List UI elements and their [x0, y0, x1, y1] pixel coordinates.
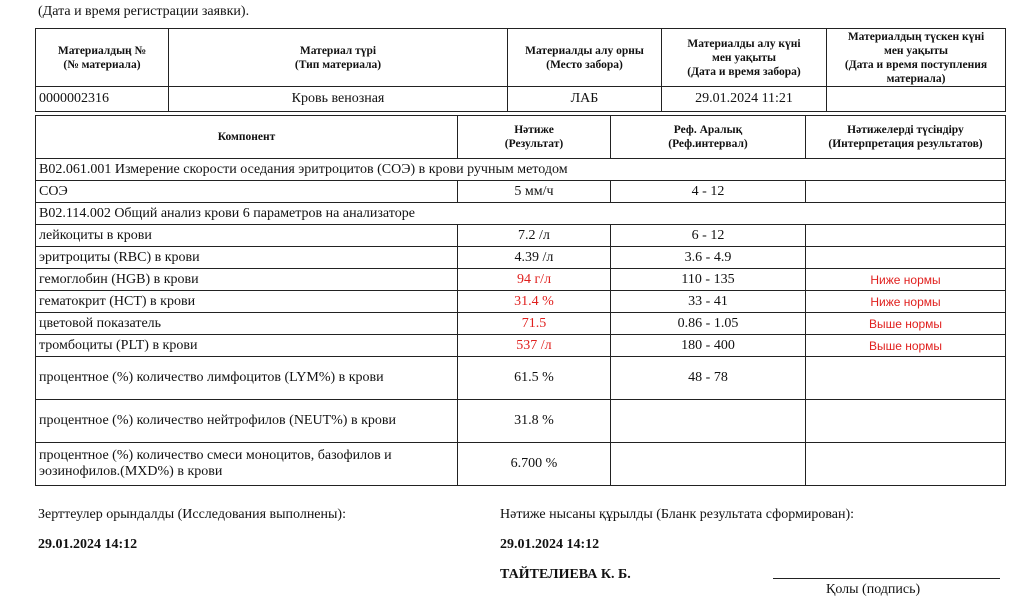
header-component: Компонент — [36, 116, 458, 159]
header-result: Нәтиже (Результат) — [458, 116, 611, 159]
result-value: 31.8 % — [458, 400, 611, 443]
result-value: 61.5 % — [458, 357, 611, 400]
result-row — [36, 225, 1006, 247]
performed-date: 29.01.2024 14:12 — [38, 537, 138, 552]
result-row — [36, 269, 1006, 291]
result-row — [36, 335, 1006, 357]
component-name: процентное (%) количество нейтрофилов (NEUT%) в крови — [36, 400, 458, 443]
header-material-type: Материал түрі (Тип материала) — [169, 29, 508, 87]
result-value: 7.2 /л — [458, 225, 611, 247]
result-row — [36, 357, 1006, 400]
section-title: B02.061.001 Измерение скорости оседания эритроцитов (СОЭ) в крови ручным методом — [36, 159, 1006, 181]
reference-interval: 3.6 - 4.9 — [611, 247, 806, 269]
material-header-row — [36, 29, 1006, 87]
component-name: процентное (%) количество смеси моноцитов, базофилов и эозинофилов.(MXD%) в крови — [36, 443, 458, 486]
reference-interval — [611, 443, 806, 486]
collection-datetime: 29.01.2024 11:21 — [662, 87, 827, 112]
signer-name: ТАЙТЕЛИЕВА К. Б. — [500, 567, 631, 582]
reference-interval: 48 - 78 — [611, 357, 806, 400]
component-name: эритроциты (RBC) в крови — [36, 247, 458, 269]
result-value: 4.39 /л — [458, 247, 611, 269]
result-row — [36, 247, 1006, 269]
results-table — [35, 115, 1006, 486]
signature-line — [773, 578, 1000, 579]
header-material-number: Материалдың № (№ материала) — [36, 29, 169, 87]
component-name: цветовой показатель — [36, 313, 458, 335]
formed-date: 29.01.2024 14:12 — [500, 537, 600, 552]
result-value: 5 мм/ч — [458, 181, 611, 203]
signature-label: Қолы (подпись) — [826, 582, 921, 597]
formed-label: Нәтиже нысаны құрылды (Бланк результата сформирован): — [500, 507, 855, 522]
results-header-row — [36, 116, 1006, 159]
reference-interval: 4 - 12 — [611, 181, 806, 203]
reference-interval: 33 - 41 — [611, 291, 806, 313]
result-value: 31.4 % — [458, 291, 611, 313]
interpretation — [806, 225, 1006, 247]
reference-interval: 0.86 - 1.05 — [611, 313, 806, 335]
reference-interval: 180 - 400 — [611, 335, 806, 357]
interpretation: Выше нормы — [806, 335, 1006, 357]
section-row — [36, 203, 1006, 225]
component-name: лейкоциты в крови — [36, 225, 458, 247]
header-reference: Реф. Аралық (Реф.интервал) — [611, 116, 806, 159]
interpretation — [806, 181, 1006, 203]
reference-interval: 6 - 12 — [611, 225, 806, 247]
result-row — [36, 181, 1006, 203]
interpretation: Ниже нормы — [806, 291, 1006, 313]
interpretation: Ниже нормы — [806, 269, 1006, 291]
section-row — [36, 159, 1006, 181]
component-name: гематокрит (HCT) в крови — [36, 291, 458, 313]
registration-caption: (Дата и время регистрации заявки). — [38, 4, 250, 19]
component-name: процентное (%) количество лимфоцитов (LYM%) в крови — [36, 357, 458, 400]
performed-label: Зерттеулер орындалды (Исследования выполнены): — [38, 507, 346, 522]
interpretation — [806, 443, 1006, 486]
interpretation — [806, 400, 1006, 443]
header-receipt-datetime: Материалдың түскен күні мен уақыты (Дата и время поступления материала) — [827, 29, 1006, 87]
header-interpretation: Нәтижелерді түсіндіру (Интерпретация результатов) — [806, 116, 1006, 159]
material-number: 0000002316 — [36, 87, 169, 112]
receipt-datetime — [827, 87, 1006, 112]
interpretation — [806, 247, 1006, 269]
collection-place: ЛАБ — [508, 87, 662, 112]
component-name: СОЭ — [36, 181, 458, 203]
interpretation — [806, 357, 1006, 400]
component-name: тромбоциты (PLT) в крови — [36, 335, 458, 357]
material-type: Кровь венозная — [169, 87, 508, 112]
result-value: 537 /л — [458, 335, 611, 357]
header-collection-place: Материалды алу орны (Место забора) — [508, 29, 662, 87]
result-row — [36, 291, 1006, 313]
result-value: 6.700 % — [458, 443, 611, 486]
result-row — [36, 313, 1006, 335]
material-table — [35, 28, 1006, 112]
result-value: 71.5 — [458, 313, 611, 335]
reference-interval: 110 - 135 — [611, 269, 806, 291]
component-name: гемоглобин (HGB) в крови — [36, 269, 458, 291]
interpretation: Выше нормы — [806, 313, 1006, 335]
result-value: 94 г/л — [458, 269, 611, 291]
result-row — [36, 400, 1006, 443]
section-title: B02.114.002 Общий анализ крови 6 параметров на анализаторе — [36, 203, 1006, 225]
header-collection-datetime: Материалды алу күні мен уақыты (Дата и время забора) — [662, 29, 827, 87]
reference-interval — [611, 400, 806, 443]
result-row — [36, 443, 1006, 486]
material-row — [36, 87, 1006, 112]
